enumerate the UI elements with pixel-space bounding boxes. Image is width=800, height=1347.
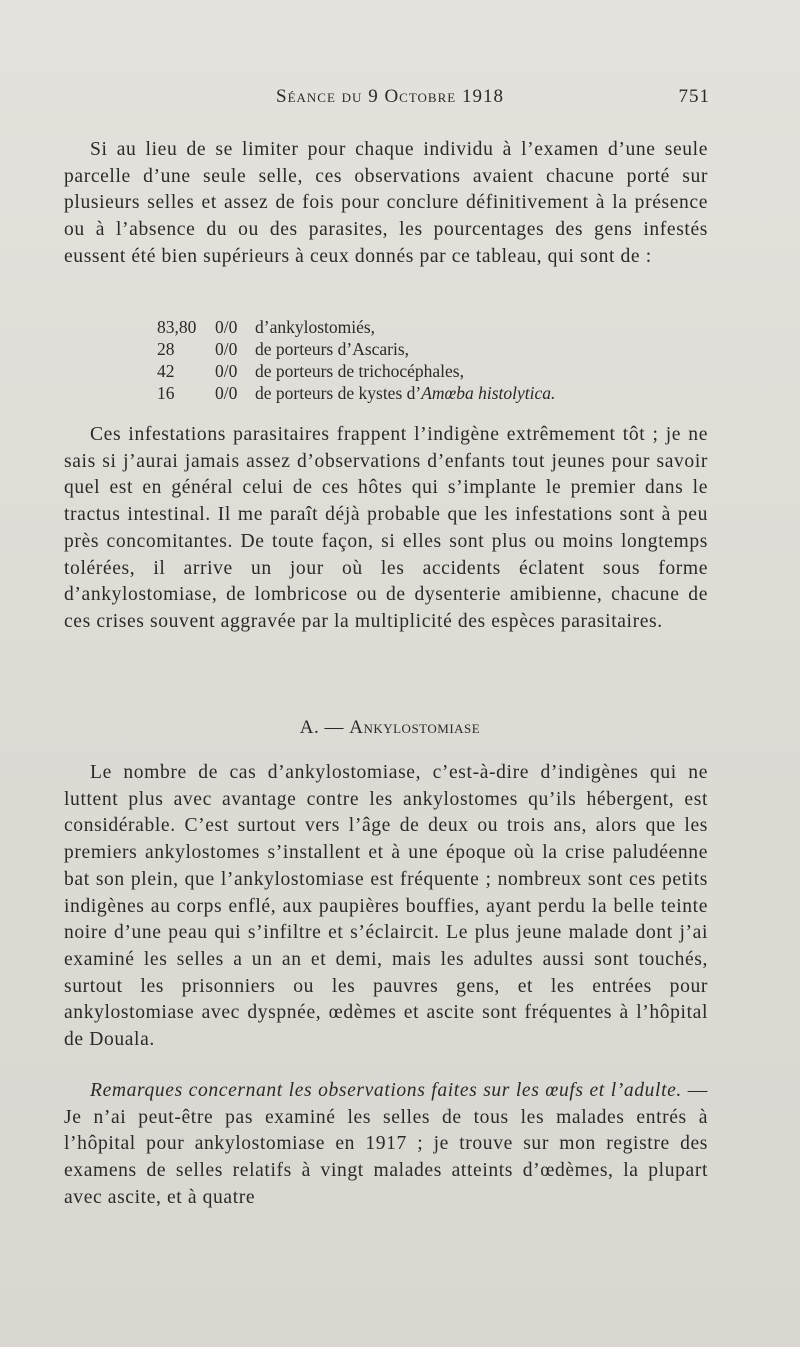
paragraph-4-body: — Je n’ai peut-être pas examiné les selles de tous les malades entrés à l’hôpital pour ankylostomiase en 1917 ; je trouve sur mon registre des examens de selles relatifs à vingt malades atteints d’œdèmes, la plupart avec ascite, et à quatre (64, 1080, 708, 1208)
paragraph-1 (64, 137, 708, 271)
stat-value: 28 (157, 339, 175, 359)
remarks-heading: Remarques concernant les observations faites sur les œufs et l’adulte. (90, 1080, 682, 1101)
paragraph-4 (64, 1078, 708, 1212)
paragraph-4-text (64, 1078, 708, 1212)
section-heading (70, 717, 710, 739)
stat-unit: 0/0 (215, 339, 238, 359)
stat-value: 16 (157, 383, 175, 403)
paragraph-3 (64, 760, 708, 1054)
stat-value: 42 (157, 361, 175, 381)
stat-value: 83,80 (157, 317, 197, 337)
infestation-stats-list (157, 316, 717, 404)
section-letter: A. — (299, 717, 344, 738)
paragraph-3-text: Le nombre de cas d’ankylostomiase, c’est-à-dire d’indigènes qui ne luttent plus avec avantage contre les ankylostomes qu’ils hébergent, est considérable. C’est surtout vers l’âge de deux ou trois ans, alors que les premiers ankylostomes s’installent et à une époque où la crise paludéenne bat son plein, que l’ankylostomiase est fréquente ; nombreux sont ces petits indigènes au corps enflé, aux paupières bouffies, ayant perdu la belle teinte noire d’une peau qui s’infiltre et s’éclaircit. Le plus jeune malade dont j’ai examiné les selles a un an et demi, mais les adultes aussi sont touchés, surtout les prisonniers ou les pauvres gens, et les entrées pour ankylostomiase avec dyspnée, œdèmes et ascite sont fréquentes à l’hôpital de Douala. (64, 762, 708, 1051)
stat-unit: 0/0 (215, 361, 238, 381)
running-title: Séance du 9 Octobre 1918 (276, 86, 504, 107)
paragraph-2 (64, 422, 708, 636)
stat-row (157, 338, 717, 360)
stat-row (157, 360, 717, 382)
stat-label: de porteurs de kystes d’Amœba histolytica. (255, 383, 556, 403)
stat-label: de porteurs d’Ascaris, (255, 339, 410, 359)
stat-unit: 0/0 (215, 383, 238, 403)
section-title: Ankylostomiase (349, 717, 481, 738)
stat-label: d’ankylostomiés, (255, 317, 376, 337)
stat-unit: 0/0 (215, 317, 238, 337)
paragraph-1-text: Si au lieu de se limiter pour chaque individu à l’examen d’une seule parcelle d’une seule selle, ces observations avaient chacune porté sur plusieurs selles et assez de fois pour conclure définitivement à la présence ou à l’absence du ou des parasites, les pourcentages des gens infestés eussent été bien supérieurs à ceux donnés par ce tableau, qui sont de : (64, 139, 708, 267)
stat-label: de porteurs de trichocéphales, (255, 361, 464, 381)
stat-row (157, 382, 717, 404)
stat-row (157, 316, 717, 338)
paragraph-2-text: Ces infestations parasitaires frappent l’indigène extrêmement tôt ; je ne sais si j’aurai jamais assez d’observations d’enfants tout jeunes pour savoir quel est en général celui de ces hôtes qui s’implante le premier dans le tractus intestinal. Il me paraît déjà probable que les infestations sont à peu près concomitantes. De toute façon, si elles sont plus ou moins longtemps tolérées, il arrive un jour où les accidents éclatent sous forme d’ankylostomiase, de lombricose ou de dysenterie amibienne, chacune de ces crises souvent aggravée par la multiplicité des espèces parasitaires. (64, 424, 708, 632)
page-number: 751 (678, 86, 710, 107)
